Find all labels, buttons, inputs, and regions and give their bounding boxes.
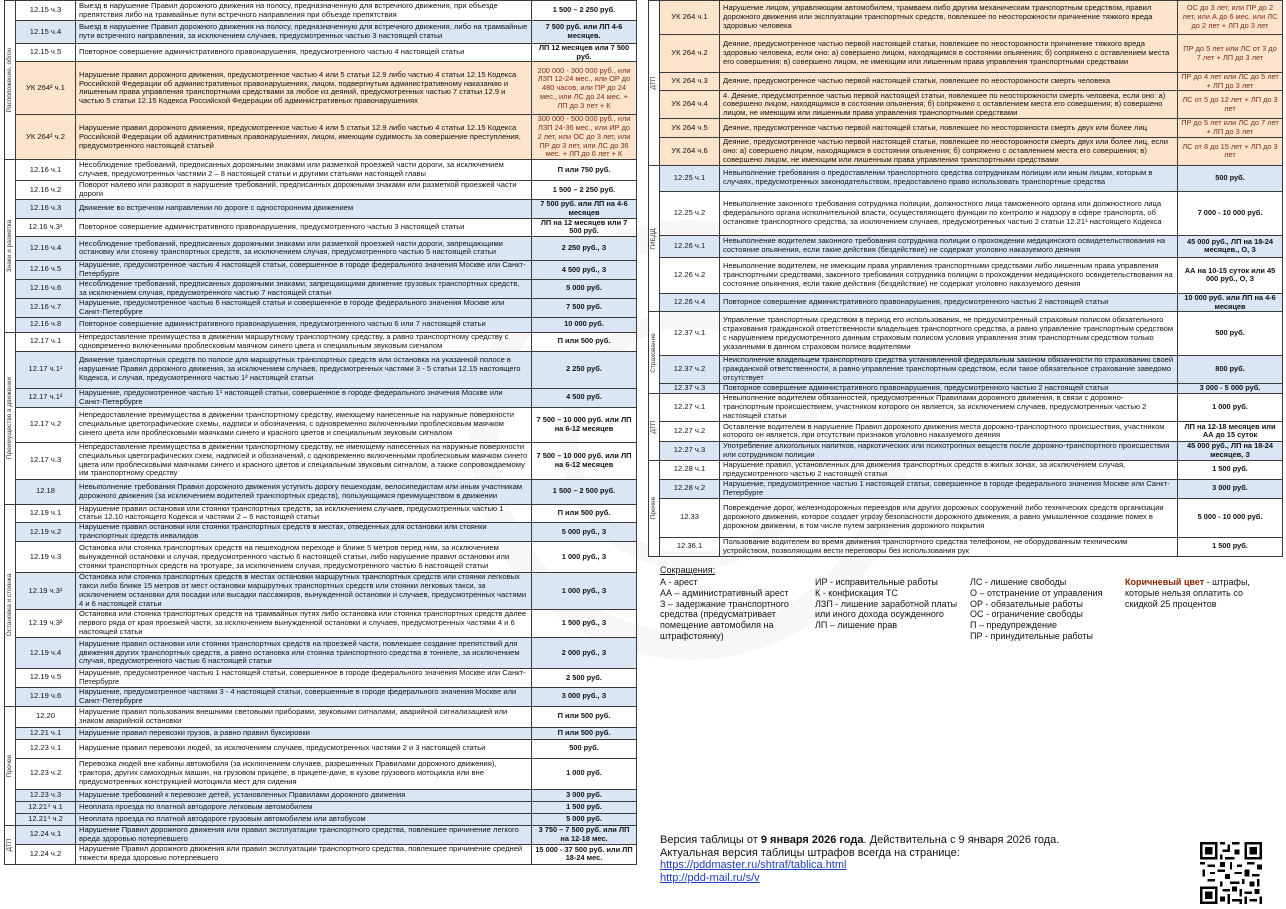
penalty: 7 000 - 10 000 руб.: [1178, 191, 1283, 235]
article-code: 12.16 ч.2: [16, 181, 76, 200]
article-code: 12.27 ч.2: [660, 421, 720, 441]
penalty: 3 000 руб.: [532, 789, 637, 801]
article-code: 12.17 ч.3: [16, 442, 76, 479]
penalty: 45 000 руб., ЛП на 18-24 месяцев, З: [1178, 441, 1283, 460]
article-code: 12.25 ч.1: [660, 165, 720, 191]
legend-entry: ЛП – лишение прав: [815, 620, 898, 631]
article-code: 12.37 ч.2: [660, 356, 720, 384]
fine-row: [5, 669, 637, 688]
fine-row: [5, 181, 637, 200]
penalty: 500 руб.: [1178, 312, 1283, 356]
violation-description: Невыполнение законного требования сотрудника полиции, должностного лица таможенного органа или должностного лица федерального органа исполнительной власти, осуществляющего функции по контролю и надзору в сфере транспорта, об остановке транспортного средства, за исключением случаев, предусмотренных частью 2 статьи 12.21¹ настоящего Кодекса: [720, 191, 1178, 235]
legend-column-1: [660, 577, 805, 642]
penalty: 500 руб.: [532, 739, 637, 758]
qr-code-icon: [1200, 842, 1262, 904]
fine-row: [5, 727, 637, 739]
penalty: 7 500 руб. или ЛП 4-6 месяцев.: [532, 21, 637, 44]
fine-row: [5, 687, 637, 706]
penalty: 10 000 руб. или ЛП на 4-6 месяцев: [1178, 293, 1283, 311]
fine-row: [5, 332, 637, 351]
penalty: П или 500 руб.: [532, 727, 637, 739]
fine-row: [5, 388, 637, 407]
fine-row: [649, 384, 1283, 394]
fine-row: [5, 573, 637, 610]
article-code: 12.19 ч.6: [16, 687, 76, 706]
violation-description: Нарушение требований к перевозке детей, установленных Правилами дорожного движения: [76, 789, 532, 801]
penalty: 800 руб.: [1178, 356, 1283, 384]
article-code: 12.27 ч.3: [660, 441, 720, 460]
article-code: 12.17 ч.1²: [16, 388, 76, 407]
violation-description: Невыполнение водителем обязанностей, предусмотренных Правилами дорожного движения, в связи с дорожно-транспортным происшествием, участником которого он является, за исключением случаев, предусмотренных частью 2 настоящей статьи: [720, 394, 1178, 422]
article-code: 12.19 ч.3¹: [16, 573, 76, 610]
article-code: 12.19 ч.1: [16, 504, 76, 523]
violation-description: Нарушение правил, установленных для движения транспортных средств в жилых зонах, за исключением случая, предусмотренного частью 2 настоящей статьи: [720, 460, 1178, 479]
penalty: 2 250 руб.: [532, 351, 637, 388]
penalty: 5 000 - 10 000 руб.: [1178, 498, 1283, 537]
violation-description: Нарушение правил перевозки грузов, а равно правил буксировки: [76, 727, 532, 739]
violation-description: Нарушение правил пользования внешними световыми приборами, звуковыми сигналами, аварийной сигнализацией или знаком аварийной остановки: [76, 706, 532, 727]
violation-description: Деяние, предусмотренное частью первой настоящей статьи, повлекшее по неосторожности причинение тяжкого вреда здоровью человека, если оно: а) совершено лицом, находящимся в состоянии опьянения; б) сопряжено с оставлением места его совершения; в) совершено лицом, не имеющим или лишенным права управления транспортными средствами: [720, 35, 1178, 73]
article-code: 12.26 ч.4: [660, 293, 720, 311]
fine-row: [649, 257, 1283, 293]
penalty: 45 000 руб., ЛП на 18-24 месяцев., О, З: [1178, 235, 1283, 257]
penalty: 5 000 руб., З: [532, 523, 637, 542]
penalty: 10 000 руб.: [532, 317, 637, 332]
violation-description: Остановка или стоянка транспортных средств в местах остановки маршрутных транспортных средств или стоянки легковых такси либо ближе 15 метров от мест остановки маршрутных транспортных средств или стоянки легковых такси, за исключением остановки для посадки или высадки пассажиров, вынужденной остановки и случаев, предусмотренных частями 4 и 6 настоящей статьи: [76, 573, 532, 610]
penalty: АА на 10-15 суток или 45 000 руб., О, З: [1178, 257, 1283, 293]
article-code: 12.37 ч.3: [660, 384, 720, 394]
article-code: 12.19 ч.2: [16, 523, 76, 542]
legend-title: Сокращения:: [660, 565, 716, 575]
violation-description: Неисполнение владельцем транспортного средства установленной федеральным законом обязанности по страхованию своей гражданской ответственности, а равно управление транспортным средством, если такое обязательное страхование заведомо отсутствует: [720, 356, 1178, 384]
article-code: 12.16 ч.8: [16, 317, 76, 332]
penalty: 3 000 - 5 000 руб.: [1178, 384, 1283, 394]
group-label: Страхование: [650, 332, 658, 373]
fine-row: [5, 706, 637, 727]
article-code: 12.16 ч.5: [16, 260, 76, 279]
group-label: ДТП: [6, 838, 14, 852]
fine-row: [649, 312, 1283, 356]
article-code: 12.23 ч.3: [16, 789, 76, 801]
article-code: 12.26 ч.1: [660, 235, 720, 257]
article-code: 12.19 ч.4: [16, 638, 76, 669]
penalty: ПР до 5 лет или ЛС до 7 лет + ЛП до 3 лет: [1178, 119, 1283, 137]
violation-description: Перевозка людей вне кабины автомобиля (за исключением случаев, разрешенных Правилами дорожного движения), трактора, других самоходных машин, на грузовом прицепе, в прицепе-даче, в кузове грузового мотоцикла или вне предусмотренных конструкцией мотоцикла мест для сидения: [76, 758, 532, 789]
article-code: 12.20: [16, 706, 76, 727]
fine-row: [5, 21, 637, 44]
penalty: 5 000 руб.: [532, 813, 637, 825]
article-code: 12.37 ч.1: [660, 312, 720, 356]
fine-row: [649, 91, 1283, 119]
article-code: 12.16 ч.3¹: [16, 218, 76, 236]
fine-row: [5, 504, 637, 523]
violation-description: Неоплата проезда по платной автодороге легковым автомобилем: [76, 801, 532, 813]
article-code: 12.21⁴ ч.1: [16, 801, 76, 813]
legend-entry: О – отстранение от управления: [970, 587, 1103, 598]
penalty: 500 руб.: [1178, 165, 1283, 191]
violation-description: Нарушение Правил дорожного движения или правил эксплуатации транспортного средства, повлекшее причинение средней тяжести вреда здоровью потерпевшего: [76, 844, 532, 864]
actual-version-note: Актуальная версия таблицы штрафов всегда на странице:: [660, 846, 960, 859]
penalty: 4 500 руб.: [532, 388, 637, 407]
violation-description: Движение транспортных средств по полосе для маршрутных транспортных средств или остановка на указанной полосе в нарушение Правил дорожного движения, за исключением случаев, предусмотренных частями 3 - 5 статьи 12.15 настоящего Кодекса, и случая, предусмотренного частью 1² настоящей статьи: [76, 351, 532, 388]
article-code: УК 264 ч.1: [660, 1, 720, 35]
version-line: [660, 834, 1059, 847]
article-code: УК 264 ч.4: [660, 91, 720, 119]
fine-row: [5, 236, 637, 260]
group-label: Прочее: [6, 754, 14, 778]
article-code: 12.23 ч.2: [16, 758, 76, 789]
fine-row: [649, 73, 1283, 91]
penalty: ПР до 5 лет или ЛС от 3 до 7 лет + ЛП до 3 лет: [1178, 35, 1283, 73]
violation-description: Нарушение правил дорожного движения, предусмотренное частью 4 или 5 статьи 12.9 либо частью 4 статьи 12.15 Кодекса Российской Федерации об административных правонарушениях, лицом, имеющим судимость за совершение преступления, предусмотренного настоящей статьей: [76, 115, 532, 160]
violation-description: Повторное совершение административного правонарушения, предусмотренного частью 3 настоящей статьи: [76, 218, 532, 236]
version-date: 9 января 2026 года: [760, 834, 864, 846]
legend-entry: ЛС - лишение свободы: [970, 577, 1067, 587]
fine-row: [649, 137, 1283, 165]
violation-description: Непредоставление преимущества в движении транспортному средству, имеющему нанесенные на наружные поверхности специальные цветографические схемы, надписи и обозначения, с одновременно включенными проблесковым маячком синего цвета или проблесковыми маячками синего и красного цветов и специальным звуковым сигналом: [76, 407, 532, 442]
fine-row: [5, 801, 637, 813]
penalty: 2 250 руб., З: [532, 236, 637, 260]
fine-row: [649, 394, 1283, 422]
article-code: 12.26 ч.2: [660, 257, 720, 293]
violation-description: Нарушение, предусмотренное частями 3 - 4 настоящей статьи, совершенные в городе федерального значения Москве или Санкт-Петербурге: [76, 687, 532, 706]
article-code: 12.28 ч.2: [660, 479, 720, 498]
penalty: 3 750 – 7 500 руб. или ЛП на 12-18 мес.: [532, 825, 637, 844]
group-label-cell: [5, 332, 16, 504]
fine-row: [5, 739, 637, 758]
group-label-cell: [5, 1, 16, 160]
article-code: 12.16 ч.7: [16, 298, 76, 317]
fine-row: [5, 260, 637, 279]
penalty: П или 500 руб.: [532, 706, 637, 727]
version-prefix: Версия таблицы от: [660, 834, 761, 846]
penalty: 1 500 – 2 250 руб.: [532, 181, 637, 200]
violation-description: Непредоставление преимущества в движении маршрутному транспортному средству, а равно транспортному средству с одновременно включенными проблесковым маячком синего цвета и специальным звуковым сигналом: [76, 332, 532, 351]
penalty: 1 500 руб.: [1178, 460, 1283, 479]
violation-description: Нарушение лицом, управляющим автомобилем, трамваем либо другим механическим транспортным средством, правил дорожного движения или эксплуатации транспортных средств, повлекшее по неосторожности причинение тяжкого вреда здоровью человека: [720, 1, 1178, 35]
article-code: 12.24 ч.1: [16, 825, 76, 844]
group-label-cell: [5, 504, 16, 706]
violation-description: Повреждение дорог, железнодорожных переездов или других дорожных сооружений либо технических средств организации дорожного движения, которое создает угрозу безопасности дорожного движения, а равно умышленное создание помех в дорожном движении, в том числе путем загрязнения дорожного покрытия: [720, 498, 1178, 537]
penalty: 15 000 - 37 500 руб. или ЛП 18-24 мес.: [532, 844, 637, 864]
legend-entry: З – задержание транспортного средства (предусматривает помещение автомобиля на штрафстоянку): [660, 598, 789, 641]
penalty: ЛП 12 месяцев или 7 500 руб.: [532, 44, 637, 62]
penalty: ЛС от 5 до 12 лет + ЛП до 3 лет: [1178, 91, 1283, 119]
violation-description: Остановка или стоянка транспортных средств на трамвайных путях либо остановка или стоянка транспортных средств далее первого ряда от края проезжей части, за исключением вынужденной остановки и случаев, предусмотренных частями 4 и 6 настоящей статьи: [76, 610, 532, 638]
article-code: 12.19 ч.5: [16, 669, 76, 688]
legend-entry: П – предупреждение: [970, 620, 1057, 631]
article-code: 12.16 ч.3: [16, 200, 76, 218]
pddmaster-link[interactable]: https://pddmaster.ru/shtraf/tablica.html: [660, 859, 847, 872]
article-code: 12.17 ч.2: [16, 407, 76, 442]
group-label: Прочее: [650, 497, 658, 520]
fine-row: [649, 119, 1283, 137]
violation-description: Повторное совершение административного правонарушения, предусмотренного частью 2 настоящей статьи: [720, 384, 1178, 394]
fine-row: [5, 160, 637, 181]
fine-row: [5, 523, 637, 542]
group-label-cell: [5, 825, 16, 864]
penalty: 1 000 руб.: [1178, 394, 1283, 422]
violation-description: Поворот налево или разворот в нарушение требований, предписанных дорожными знаками или разметкой проезжей части дороги: [76, 181, 532, 200]
penalty: 4 500 руб., З: [532, 260, 637, 279]
version-valid: . Действительна с 9 января 2026 года.: [863, 834, 1060, 846]
fine-row: [5, 298, 637, 317]
violation-description: Нарушение, предусмотренное частью 4 настоящей статьи, совершенное в городе федерального значения Москве или Санкт-Петербурге: [76, 260, 532, 279]
penalty: ЛП на 12-18 месяцев или АА до 15 суток: [1178, 421, 1283, 441]
violation-description: Неоплата проезда по платной автодороге грузовым автомобилем или автобусом: [76, 813, 532, 825]
violation-description: Повторное совершение административного правонарушения, предусмотренного частью 2 настоящей статьи: [720, 293, 1178, 311]
violation-description: Невыполнение требования о предоставлении транспортного средства сотрудникам полиции или иным лицам, которым в случаях, предусмотренных законодательством, предоставлено право использовать транспортные средства: [720, 165, 1178, 191]
fine-row: [649, 293, 1283, 311]
fine-row: [649, 235, 1283, 257]
article-code: 12.18: [16, 479, 76, 504]
penalty: ПР до 4 лет или ЛС до 5 лет + ЛП до 3 лет: [1178, 73, 1283, 91]
left-fines-table: [4, 0, 637, 865]
violation-description: Нарушение правил дорожного движения, предусмотренное частью 4 или 5 статьи 12.9 либо частью 4 статьи 12.15 Кодекса Российской Федерации об административных правонарушениях, лицом, подвергнутым административному наказанию и лишенным права управления транспортными средствами за любое из деяний, предусмотренных частью 7 статьи 12.9 и частью 5 статьи 12.15 Кодекса Российской Федерации об административных правонарушениях: [76, 62, 532, 115]
fine-row: [5, 844, 637, 864]
penalty: 300 000 - 500 000 руб., или ЛЗП 24-36 мес., или ИР до 2 лет, или ОС до 3 лет, или ПР до 3 лет, или ЛС до 36 мес. + ЛП до 6 лет + К: [532, 115, 637, 160]
group-label-cell: [649, 460, 660, 556]
group-label: ГИБДД: [650, 227, 658, 250]
fine-row: [5, 115, 637, 160]
violation-description: Выезд в нарушение Правил дорожного движения на полосу, предназначенную для встречного движения, при объезде препятствия либо на трамвайные пути встречного направления при объезде препятствия: [76, 1, 532, 21]
fine-row: [5, 542, 637, 573]
violation-description: Движение во встречном направлении по дороге с односторонним движением: [76, 200, 532, 218]
violation-description: Невыполнение водителем, не имеющим права управления транспортными средствами либо лишенным права управления транспортными средствами, законного требования сотрудника полиции о прохождении медицинского освидетельствования на состояние опьянения, если такие действия (бездействие) не содержат уголовно наказуемого деяния: [720, 257, 1178, 293]
legend-entry: ИР - исправительные работы: [815, 577, 938, 587]
legend-note: [1125, 577, 1265, 609]
penalty: 7 500 – 10 000 руб. или ЛП на 6-12 месяцев: [532, 407, 637, 442]
penalty: 7 500 руб. или ЛП на 4-6 месяцев: [532, 200, 637, 218]
legend-column-3: [970, 577, 1120, 642]
penalty: 2 000 руб., З: [532, 638, 637, 669]
article-code: УК 264² ч.2: [16, 115, 76, 160]
article-code: 12.16 ч.4: [16, 236, 76, 260]
penalty: ЛП на 12 месяцев или 7 500 руб.: [532, 218, 637, 236]
penalty: 1 000 руб., З: [532, 573, 637, 610]
group-label: ДТП: [650, 420, 658, 434]
penalty: ЛС от 8 до 15 лет + ЛП до 3 лет: [1178, 137, 1283, 165]
fine-row: [5, 351, 637, 388]
penalty: 2 500 руб.: [532, 669, 637, 688]
fine-row: [649, 498, 1283, 537]
violation-description: Деяние, предусмотренное частью первой настоящей статьи, повлекшее по неосторожности смерть человека: [720, 73, 1178, 91]
violation-description: Нарушение, предусмотренное частью 1 настоящей статьи, совершенное в городе федерального значения Москве или Санкт-Петербурге: [720, 479, 1178, 498]
article-code: 12.16 ч.1: [16, 160, 76, 181]
group-label-cell: [5, 160, 16, 333]
fine-row: [5, 407, 637, 442]
fine-row: [649, 479, 1283, 498]
legend-entry: А - арест: [660, 577, 698, 587]
article-code: 12.24 ч.2: [16, 844, 76, 864]
violation-description: Нарушение правил остановки или стоянки транспортных средств, за исключением случаев, предусмотренных частью 1 статьи 12.10 настоящего Кодекса и частями 2 – 6 настоящей статьи: [76, 504, 532, 523]
article-code: 12.28 ч.1: [660, 460, 720, 479]
violation-description: Несоблюдение требований, предписанных дорожными знаками или разметкой проезжей части дороги, запрещающими остановку или стоянку транспортных средств, за исключением случая, предусмотренного частью 5 настоящей статьи: [76, 236, 532, 260]
fine-row: [649, 356, 1283, 384]
group-label: Расположение, обгон: [6, 47, 14, 113]
violation-description: Повторное совершение административного правонарушения, предусмотренного частью 6 или 7 настоящей статьи: [76, 317, 532, 332]
penalty: П или 750 руб.: [532, 160, 637, 181]
violation-description: 4. Деяние, предусмотренное частью первой настоящей статьи, повлекшее по неосторожности смерть человека, если оно: а) совершено лицом, находящимся в состоянии опьянения; б) сопряжено с оставлением места его совершения; в) совершено лицом, не имеющим или лишенным права управления транспортными средствами: [720, 91, 1178, 119]
group-label-cell: [649, 312, 660, 394]
right-fines-table: [648, 0, 1283, 557]
group-label-cell: [649, 394, 660, 461]
fine-row: [649, 35, 1283, 73]
fine-row: [5, 317, 637, 332]
violation-description: Нарушение правил перевозки людей, за исключением случаев, предусмотренных частями 2 и 3 настоящей статьи: [76, 739, 532, 758]
legend-entry: ПР - принудительные работы: [970, 630, 1094, 641]
penalty: 3 000 руб.: [1178, 479, 1283, 498]
violation-description: Управление транспортным средством в период его использования, не предусмотренный страховым полисом обязательного страхования гражданской ответственности владельцев транспортного средства, а равно управление транспортным средством с нарушением предусмотренного данным страховым полисом условия управления этим транспортным средством только указанными в данном страховом полисе водителями: [720, 312, 1178, 356]
fine-row: [5, 279, 637, 298]
article-code: 12.15 ч.5: [16, 44, 76, 62]
penalty: 7 500 – 10 000 руб. или ЛП на 6-12 месяцев: [532, 442, 637, 479]
legend-entry: ЛЗП - лишение заработной платы или иного дохода осужденного: [815, 598, 958, 620]
penalty: П или 500 руб.: [532, 332, 637, 351]
penalty: ОС до 3 лет, или ПР до 2 лет, или А до 6 мес. или ЛС до 2 лет + ЛП до 3 лет: [1178, 1, 1283, 35]
penalty: 7 500 руб.: [532, 298, 637, 317]
group-label: Знаки и разметка: [6, 219, 14, 273]
article-code: 12.15 ч.3: [16, 1, 76, 21]
fine-row: [5, 200, 637, 218]
fine-row: [649, 165, 1283, 191]
violation-description: Невыполнение водителем законного требования сотрудника полиции о прохождении медицинского освидетельствования на состояние опьянения, если такие действия (бездействие) не содержат уголовно наказуемого деяния: [720, 235, 1178, 257]
fine-row: [649, 191, 1283, 235]
group-label: ДТП: [650, 76, 658, 90]
group-label: Преимущество в движении: [6, 377, 14, 460]
fine-row: [5, 758, 637, 789]
legend-entry: ОР - обязательные работы: [970, 598, 1083, 609]
penalty: П или 500 руб.: [532, 504, 637, 523]
fine-row: [5, 62, 637, 115]
penalty: 1 500 руб.: [1178, 537, 1283, 556]
violation-description: Нарушение правил остановки или стоянки транспортных средств на проезжей части, повлекшее создание препятствий для движения других транспортных средств, а равно остановка или стоянка транспортного средства в тоннеле, за исключением случая, предусмотренного частью 6 настоящей статьи: [76, 638, 532, 669]
violation-description: Употребление алкогольных напитков, наркотических или психотропных веществ после дорожно-транспортного происшествия или сотрудником полиции: [720, 441, 1178, 460]
fine-row: [5, 610, 637, 638]
legend-column-2: [815, 577, 965, 631]
group-label-cell: [649, 1, 660, 166]
legend-entry: АА – административный арест: [660, 587, 789, 598]
violation-description: Нарушение, предусмотренное частью 1¹ настоящей статьи, совершенное в городе федерального значения Москве или Санкт-Петербурге: [76, 388, 532, 407]
article-code: 12.23 ч.1: [16, 739, 76, 758]
violation-description: Остановка или стоянка транспортных средств на пешеходном переходе и ближе 5 метров перед ним, за исключением вынужденной остановки и случая, предусмотренного частью 6 настоящей статьи, либо нарушение правил остановки или стоянки транспортных средств на тротуаре, за исключением случая, предусмотренного частью 6 настоящей статьи: [76, 542, 532, 573]
violation-description: Непредоставление преимущества в движении транспортному средству, не имеющему нанесенных на наружные поверхности специальных цветографических схем, надписей и обозначений, с одновременно включенными проблесковым маячком синего цвета или проблесковыми маячками синего и красного цветов и специальным звуковым сигналом, а также сопровождаемому им транспортному средству: [76, 442, 532, 479]
fine-row: [649, 421, 1283, 441]
fine-row: [649, 1, 1283, 35]
abbreviations-legend: [660, 565, 1250, 641]
penalty: 1 500 – 2 500 руб.: [532, 479, 637, 504]
article-code: 12.17 ч.1: [16, 332, 76, 351]
article-code: 12.33: [660, 498, 720, 537]
group-label-cell: [5, 706, 16, 825]
article-code: 12.19 ч.3²: [16, 610, 76, 638]
article-code: УК 264 ч.6: [660, 137, 720, 165]
penalty: 1 000 руб., З: [532, 542, 637, 573]
violation-description: Нарушение, предусмотренное частью 6 настоящей статьи и совершенное в городе федерального значения Москве или Санкт-Петербурге: [76, 298, 532, 317]
legend-entry: К - конфискация ТС: [815, 587, 898, 598]
article-code: 12.19 ч.3: [16, 542, 76, 573]
group-label: Остановка и стоянка: [6, 573, 14, 637]
violation-description: Деяние, предусмотренное частью первой настоящей статьи, повлекшее по неосторожности смерть двух или более лиц: [720, 119, 1178, 137]
penalty: 200 000 - 300 000 руб., или ЛЗП 12-24 мес., или ОР до 480 часов, или ПР до 24 мес., или ЛС до 24 мес. + ЛП до 3 лет + К: [532, 62, 637, 115]
fine-row: [649, 441, 1283, 460]
legend-note-text: - штрафы, которые нельзя оплатить со скидкой 25 процентов: [1125, 577, 1250, 609]
article-code: УК 264² ч.1: [16, 62, 76, 115]
article-code: 12.36.1: [660, 537, 720, 556]
penalty: 1 000 руб.: [532, 758, 637, 789]
fine-row: [5, 218, 637, 236]
fine-row: [649, 537, 1283, 556]
penalty: 5 000 руб.: [532, 279, 637, 298]
penalty: 1 500 руб., З: [532, 610, 637, 638]
fine-row: [5, 1, 637, 21]
fine-row: [649, 460, 1283, 479]
penalty: 1 500 – 2 250 руб.: [532, 1, 637, 21]
violation-description: Повторное совершение административного правонарушения, предусмотренного частью 4 настоящей статьи: [76, 44, 532, 62]
violation-description: Оставление водителем в нарушение Правил дорожного движения места дорожно-транспортного происшествия, участником которого он является, при отсутствии признаков уголовно наказуемого деяния: [720, 421, 1178, 441]
article-code: 12.21 ч.1: [16, 727, 76, 739]
fine-row: [5, 825, 637, 844]
violation-description: Нарушение правил остановки или стоянки транспортных средств в местах, отведенных для остановки или стоянки транспортных средств инвалидов: [76, 523, 532, 542]
article-code: 12.21⁴ ч.2: [16, 813, 76, 825]
article-code: УК 264 ч.2: [660, 35, 720, 73]
article-code: 12.27 ч.1: [660, 394, 720, 422]
article-code: УК 264 ч.3: [660, 73, 720, 91]
fine-row: [5, 638, 637, 669]
pdd-mail-link[interactable]: http://pdd-mail.ru/s/v: [660, 871, 760, 884]
fine-row: [5, 44, 637, 62]
fine-row: [5, 789, 637, 801]
violation-description: Пользование водителем во время движения транспортного средства телефоном, не оборудованным техническим устройством, позволяющим вести переговоры без использования рук: [720, 537, 1178, 556]
fine-row: [5, 442, 637, 479]
article-code: 12.25 ч.2: [660, 191, 720, 235]
legend-note-brown: Коричневый цвет: [1125, 577, 1205, 587]
violation-description: Несоблюдение требований, предписанных дорожными знаками или разметкой проезжей части дороги, за исключением случаев, предусмотренных частями 2 – 8 настоящей статьи и другими статьями настоящей главы: [76, 160, 532, 181]
legend-entry: ОС - ограничение свободы: [970, 609, 1083, 620]
violation-description: Несоблюдение требований, предписанных дорожными знаками, запрещающими движение грузовых транспортных средств, за исключением случая, предусмотренного частью 7 настоящей статьи: [76, 279, 532, 298]
fine-row: [5, 479, 637, 504]
version-footer: [660, 834, 1059, 885]
article-code: УК 264 ч.5: [660, 119, 720, 137]
article-code: 12.15 ч.4: [16, 21, 76, 44]
penalty: 3 000 руб., З: [532, 687, 637, 706]
penalty: 1 500 руб.: [532, 801, 637, 813]
fine-row: [5, 813, 637, 825]
violation-description: Нарушение Правил дорожного движения или правил эксплуатации транспортного средства, повлекшее причинение легкого вреда здоровью потерпевшего: [76, 825, 532, 844]
violation-description: Деяние, предусмотренное частью первой настоящей статьи, повлекшее по неосторожности смерть двух или более лиц, если оно: а) совершено лицом, находящимся в состоянии опьянения; б) сопряжено с оставлением места его совершения; в) совершено лицом, не имеющим или лишенным права управления транспортными средствами: [720, 137, 1178, 165]
article-code: 12.16 ч.6: [16, 279, 76, 298]
group-label-cell: [649, 165, 660, 311]
violation-description: Выезд в нарушение Правил дорожного движения на полосу, предназначенную для встречного движения, либо на трамвайные пути встречного направления, за исключением случаев, предусмотренных частью 3 настоящей статьи: [76, 21, 532, 44]
violation-description: Нарушение, предусмотренное частью 1 настоящей статьи, совершенное в городе федерального значения Москве или Санкт-Петербурге: [76, 669, 532, 688]
violation-description: Невыполнение требования Правил дорожного движения уступить дорогу пешеходам, велосипедистам или иным участникам дорожного движения (за исключением водителей транспортных средств), пользующимся преимуществом в движении: [76, 479, 532, 504]
article-code: 12.17 ч.1¹: [16, 351, 76, 388]
